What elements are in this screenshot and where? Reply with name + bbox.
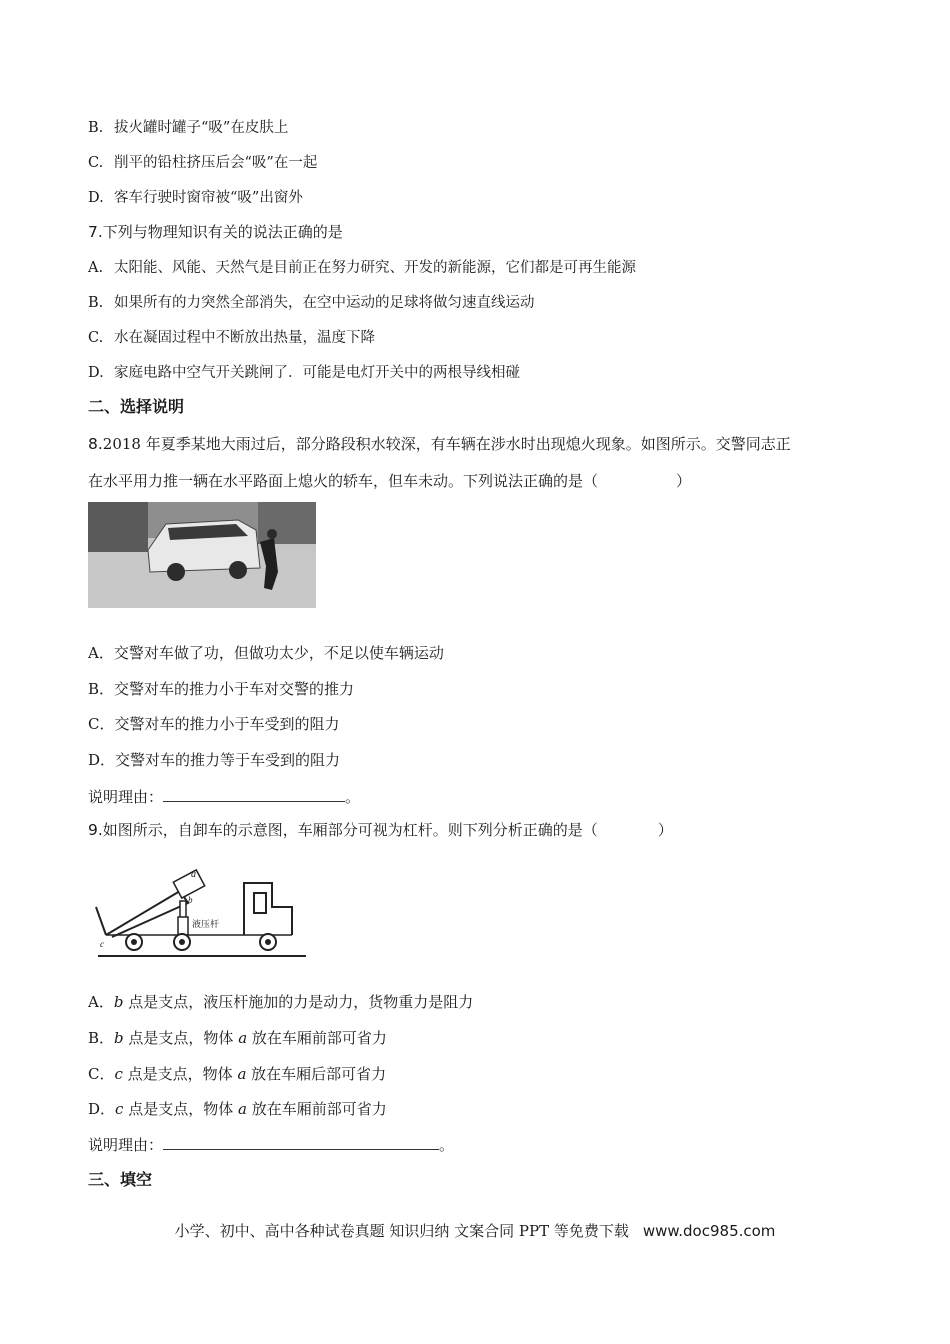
option-letter: A．: [88, 993, 114, 1011]
q9-option-a: [88, 992, 473, 1012]
option-variable: c: [114, 1065, 123, 1083]
option-letter: C.: [88, 330, 104, 346]
option-text: 交警对车的推力等于车受到的阻力: [115, 751, 341, 769]
q9-reason: [88, 1135, 454, 1155]
q8-option-d: [88, 750, 340, 770]
option-letter: B.: [88, 295, 104, 311]
option-text: 削平的铅柱挤压后会“吸”在一起: [114, 155, 318, 171]
option-text: 家庭电路中空气开关跳闸了．可能是电灯开关中的两根导线相碰: [114, 365, 520, 381]
option-variable: c: [115, 1100, 124, 1118]
option-letter: D.: [88, 190, 104, 206]
question-number: 9.: [88, 821, 103, 839]
paren-close: ）: [676, 472, 692, 490]
option-text: 放在车厢前部可省力: [246, 1100, 387, 1118]
question-text: 2018 年夏季某地大雨过后，部分路段积水较深，有车辆在涉水时出现熄火现象。如图所示。交警同志正: [102, 435, 791, 453]
option-letter: D．: [88, 751, 116, 769]
option-text: 拔火罐时罐子“吸”在皮肤上: [114, 120, 289, 136]
q6-option-b: [88, 118, 288, 138]
question-text: 如图所示，自卸车的示意图，车厢部分可视为杠杆。则下列分析正确的是（: [102, 821, 598, 839]
dump-truck-diagram: [92, 855, 308, 959]
answer-blank[interactable]: [163, 1135, 439, 1150]
answer-blank[interactable]: [163, 787, 345, 802]
option-text: 点是支点，物体: [122, 1065, 238, 1083]
option-letter: C．: [88, 1065, 115, 1083]
option-letter: A．: [88, 644, 114, 662]
label-c: c: [100, 939, 104, 949]
q9-stem: [88, 820, 673, 840]
option-variable: a: [237, 1100, 247, 1118]
label-hydraulic-rod: 液压杆: [192, 920, 220, 930]
option-variable: a: [238, 1029, 248, 1047]
q6-option-d: [88, 188, 303, 208]
question-text: 在水平用力推一辆在水平路面上熄火的轿车，但车未动。下列说法正确的是（: [88, 472, 599, 490]
reason-end: 。: [439, 1136, 455, 1154]
option-variable: a: [237, 1065, 247, 1083]
q8-reason: [88, 787, 360, 807]
option-letter: B．: [88, 680, 115, 698]
footer-site-link[interactable]: www.doc985.com: [642, 1222, 776, 1240]
q7-option-b: [88, 293, 535, 313]
car-push-photo: [88, 502, 316, 608]
q8-stem-line1: [88, 434, 791, 454]
question-number: 8.: [88, 435, 103, 453]
reason-end: 。: [345, 788, 361, 806]
reason-label: 说明理由：: [88, 788, 164, 806]
option-letter: D．: [88, 1100, 116, 1118]
option-text: 太阳能、风能、天然气是目前正在努力研究、开发的新能源，它们都是可再生能源: [114, 260, 636, 276]
question-number: 7.: [88, 223, 103, 241]
option-letter: C．: [88, 715, 115, 733]
footer-text: 小学、初中、高中各种试卷真题 知识归纳 文案合同 PPT 等免费下载: [174, 1222, 629, 1240]
label-a: a: [191, 869, 196, 880]
question-text: 下列与物理知识有关的说法正确的是: [102, 223, 343, 241]
q9-option-c: [88, 1064, 386, 1084]
option-text: 交警对车的推力小于车对交警的推力: [114, 680, 355, 698]
page-footer: [0, 1220, 950, 1241]
q6-option-c: [88, 153, 317, 173]
reason-label: 说明理由：: [88, 1136, 164, 1154]
option-text: 点是支点，液压杆施加的力是动力，货物重力是阻力: [123, 993, 474, 1011]
option-text: 水在凝固过程中不断放出热量，温度下降: [114, 330, 375, 346]
q7-stem: [88, 222, 343, 242]
option-letter: C.: [88, 155, 104, 171]
option-letter: B．: [88, 1029, 115, 1047]
option-letter: A.: [88, 260, 104, 276]
option-text: 交警对车的推力小于车受到的阻力: [114, 715, 340, 733]
q7-option-a: [88, 258, 636, 278]
option-text: 如果所有的力突然全部消失，在空中运动的足球将做匀速直线运动: [114, 295, 535, 311]
q8-option-a: [88, 643, 444, 663]
q8-option-b: [88, 679, 354, 699]
option-variable: b: [114, 1029, 124, 1047]
label-b: b: [188, 895, 193, 905]
q8-option-c: [88, 714, 340, 734]
section-heading: 二、选择说明: [88, 397, 185, 416]
option-text: 客车行驶时窗帘被“吸”出窗外: [114, 190, 303, 206]
q9-option-b: [88, 1028, 387, 1048]
option-letter: D.: [88, 365, 104, 381]
paren-close: ）: [657, 821, 673, 839]
option-text: 点是支点，物体: [123, 1100, 238, 1118]
option-text: 交警对车做了功，但做功太少，不足以使车辆运动: [113, 644, 444, 662]
option-text: 放在车厢前部可省力: [247, 1029, 387, 1047]
option-variable: b: [113, 993, 124, 1011]
option-text: 放在车厢后部可省力: [246, 1065, 387, 1083]
option-letter: B.: [88, 120, 104, 136]
section-heading: 三、填空: [88, 1170, 153, 1189]
q9-option-d: [88, 1099, 387, 1119]
q8-stem-line2: [88, 471, 691, 491]
option-text: 点是支点，物体: [123, 1029, 239, 1047]
q7-option-c: [88, 328, 375, 348]
q7-option-d: [88, 363, 520, 383]
